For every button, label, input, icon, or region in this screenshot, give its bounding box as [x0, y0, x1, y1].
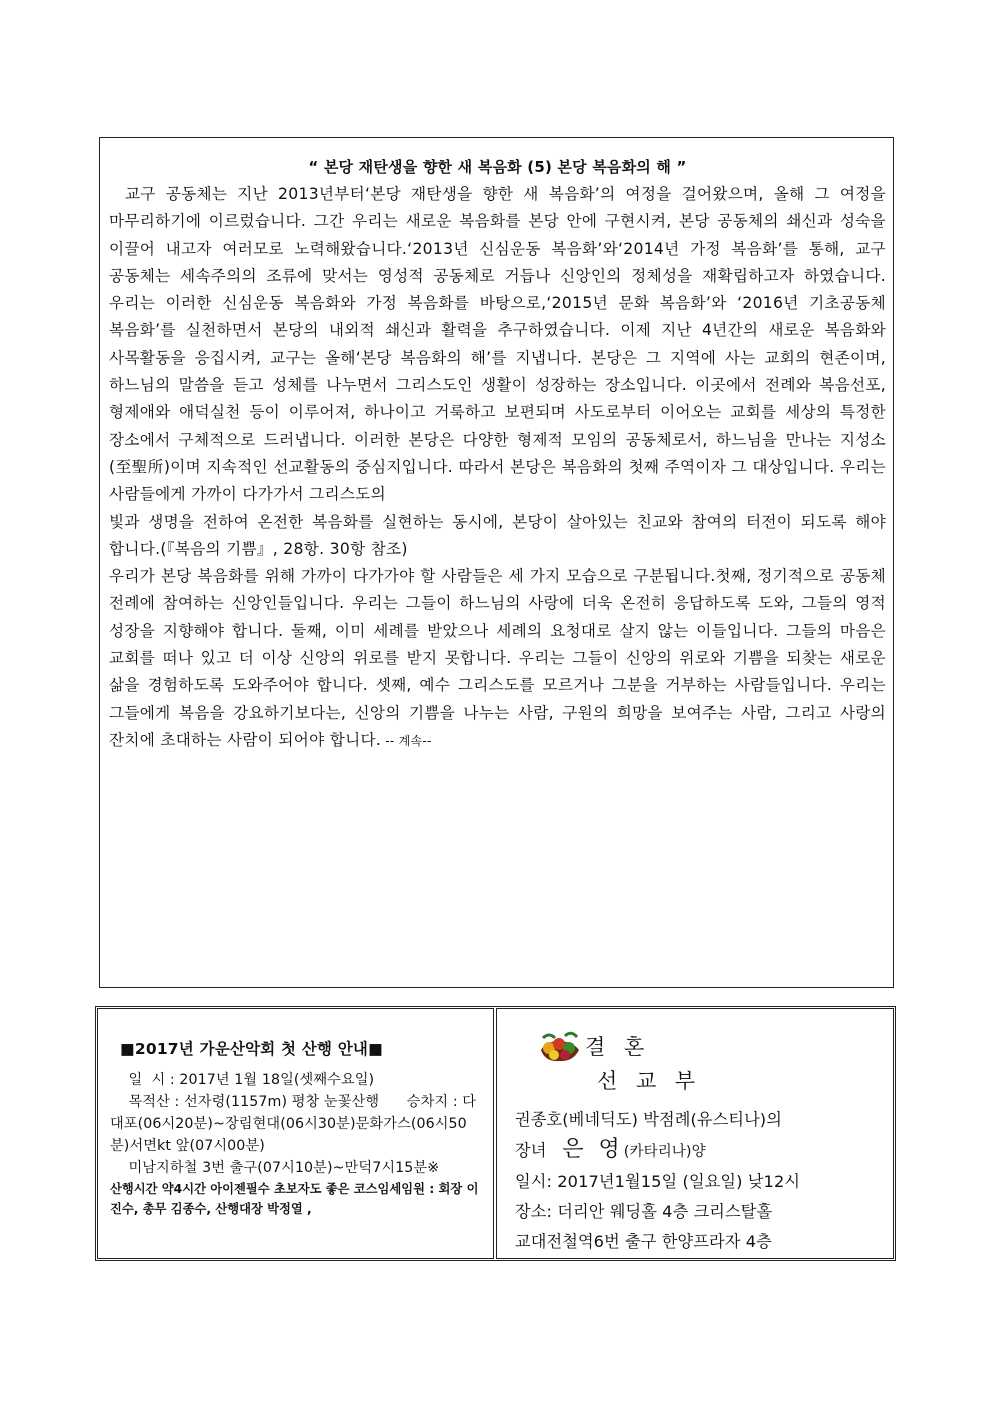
- article-paragraph: 교구 공동체는 지난 2013년부터‘본당 재탄생을 향한 새 복음화’의 여정을 걸어왔으며, 올해 그 여정을 마무리하기에 이르렀습니다. 그간 우리는 새로운 복음화를 본당 안에 구현시켜, 본당 공동체의 쇄신과 성숙을 이끌어 내고자 여러모로 노력해왔습니다.‘2013년 신심운동 복음화’와‘2014년 가정 복음화’를 통해, 교구 공동체는 세속주의의 조류에 맞서는 영성적 공동체로 거듭나 신앙인의 정체성을 재확립하고자 하였습니다. 우리는 이러한 신심운동 복음화와 가정 복음화를 바탕으로,‘2015년 문화 복음화’와 ‘2016년 기초공동체 복음화’를 실천하면서 본당의 내외적 쇄신과 활력을 추구하였습니다. 이제 지난 4년간의 새로운 복음화와 사목활동을 응집시켜, 교구는 올해‘본당 복음화의 해’를 지냅니다. 본당은 그 지역에 사는 교회의 현존이며, 하느님의 말씀을 듣고 성체를 나누면서 그리스도인 생활이 성장하는 장소입니다. 이곳에서 전례와 복음선포, 형제애와 애덕실천 등이 이루어져, 하나이고 거룩하고 보편되며 사도로부터 이어오는 교회를 세상의 특정한 장소에서 구체적으로 드러냅니다. 이러한 본당은 다양한 형제적 모임의 공동체로서, 하느님을 만나는 지성소(至聖所)이며 지속적인 선교활동의 중심지입니다. 따라서 본당은 복음화의 첫째 주역이자 그 대상입니다. 우리는 사람들에게 가까이 다가가서 그리스도의: [109, 185, 886, 504]
- bride-relation: 장녀: [515, 1141, 547, 1160]
- wedding-directions: 교대전철역6번 출구 한양프라자 4층: [515, 1232, 772, 1251]
- wedding-department: 선 교 부: [597, 1069, 702, 1093]
- wedding-place: 장소: 더리안 웨딩홀 4층 크리스탈홀: [515, 1202, 773, 1221]
- hiking-title: ■2017년 가운산악회 첫 산행 안내■: [120, 1040, 383, 1058]
- article-paragraph-text: 우리가 본당 복음화를 위해 가까이 다가가야 할 사람들은 세 가지 모습으로 구분됩니다.첫째, 정기적으로 공동체 전례에 참여하는 신앙인들입니다. 우리는 그들이 하느님의 사랑에 더욱 온전히 응답하도록 도와, 그들의 영적 성장을 지향해야 합니다. 둘째, 이미 세례를 받았으나 세례의 요청대로 살지 않는 이들입니다. 그들의 마음은 교회를 떠나 있고 더 이상 신앙의 위로를 받지 못합니다. 우리는 그들이 신앙의 위로와 기쁨을 되찾는 새로운 삶을 경험하도록 도와주어야 합니다. 셋째, 예수 그리스도를 모르거나 그분을 거부하는 사람들입니다. 우리는 그들에게 복음을 강요하기보다는, 신앙의 기쁨을 나누는 사람, 구원의 희망을 보여주는 사람, 그리고 사랑의 잔치에 초대하는 사람이 되어야 합니다.: [109, 567, 886, 749]
- article-title: “ 본당 재탄생을 향한 새 복음화 (5) 본당 복음화의 해 ”: [308, 158, 687, 176]
- wedding-bride: [515, 1135, 885, 1167]
- notice-section: [95, 1006, 896, 1261]
- wedding-parents: 권종호(베네딕도) 박점례(유스티나)의: [515, 1110, 782, 1129]
- hiking-destination: 목적산 : 선자령(1157m) 평창 눈꽃산행 승차지 : 다대포(06시20분)~장림현대(06시30분)문화가스(06시50분)서면kt 앞(07시00분): [110, 1094, 477, 1154]
- article-paragraph: [109, 563, 886, 755]
- hiking-staff: 산행시간 약4시간 아이젠필수 초보자도 좋은 코스임세임원 : 회장 이진수, 총무 김종수, 산행대장 박정열 ,: [110, 1182, 479, 1216]
- wedding-header: [537, 1027, 885, 1065]
- hiking-date: 일 시 : 2017년 1월 18일(셋째수요일): [110, 1072, 375, 1088]
- hiking-pickup: 미남지하철 3번 출구(07시10분)~만덕7시15분※: [110, 1160, 440, 1176]
- bride-name: 은 영: [562, 1137, 624, 1162]
- wedding-title: 결 혼: [585, 1035, 651, 1059]
- flower-bouquet-icon: [537, 1028, 583, 1064]
- bride-baptismal-name: (카타리나)양: [623, 1144, 706, 1160]
- continued-note: -- 계속--: [381, 733, 432, 748]
- article-paragraph: 빛과 생명을 전하여 온전한 복음화를 실현하는 동시에, 본당이 살아있는 친교와 참여의 터전이 되도록 해야 합니다.(『복음의 기쁨』, 28항. 30항 참조): [109, 512, 886, 558]
- wedding-notice: [496, 1008, 894, 1259]
- hiking-notice: [97, 1008, 494, 1259]
- article-box: [99, 137, 894, 988]
- wedding-date: 일시: 2017년1월15일 (일요일) 낮12시: [515, 1172, 801, 1191]
